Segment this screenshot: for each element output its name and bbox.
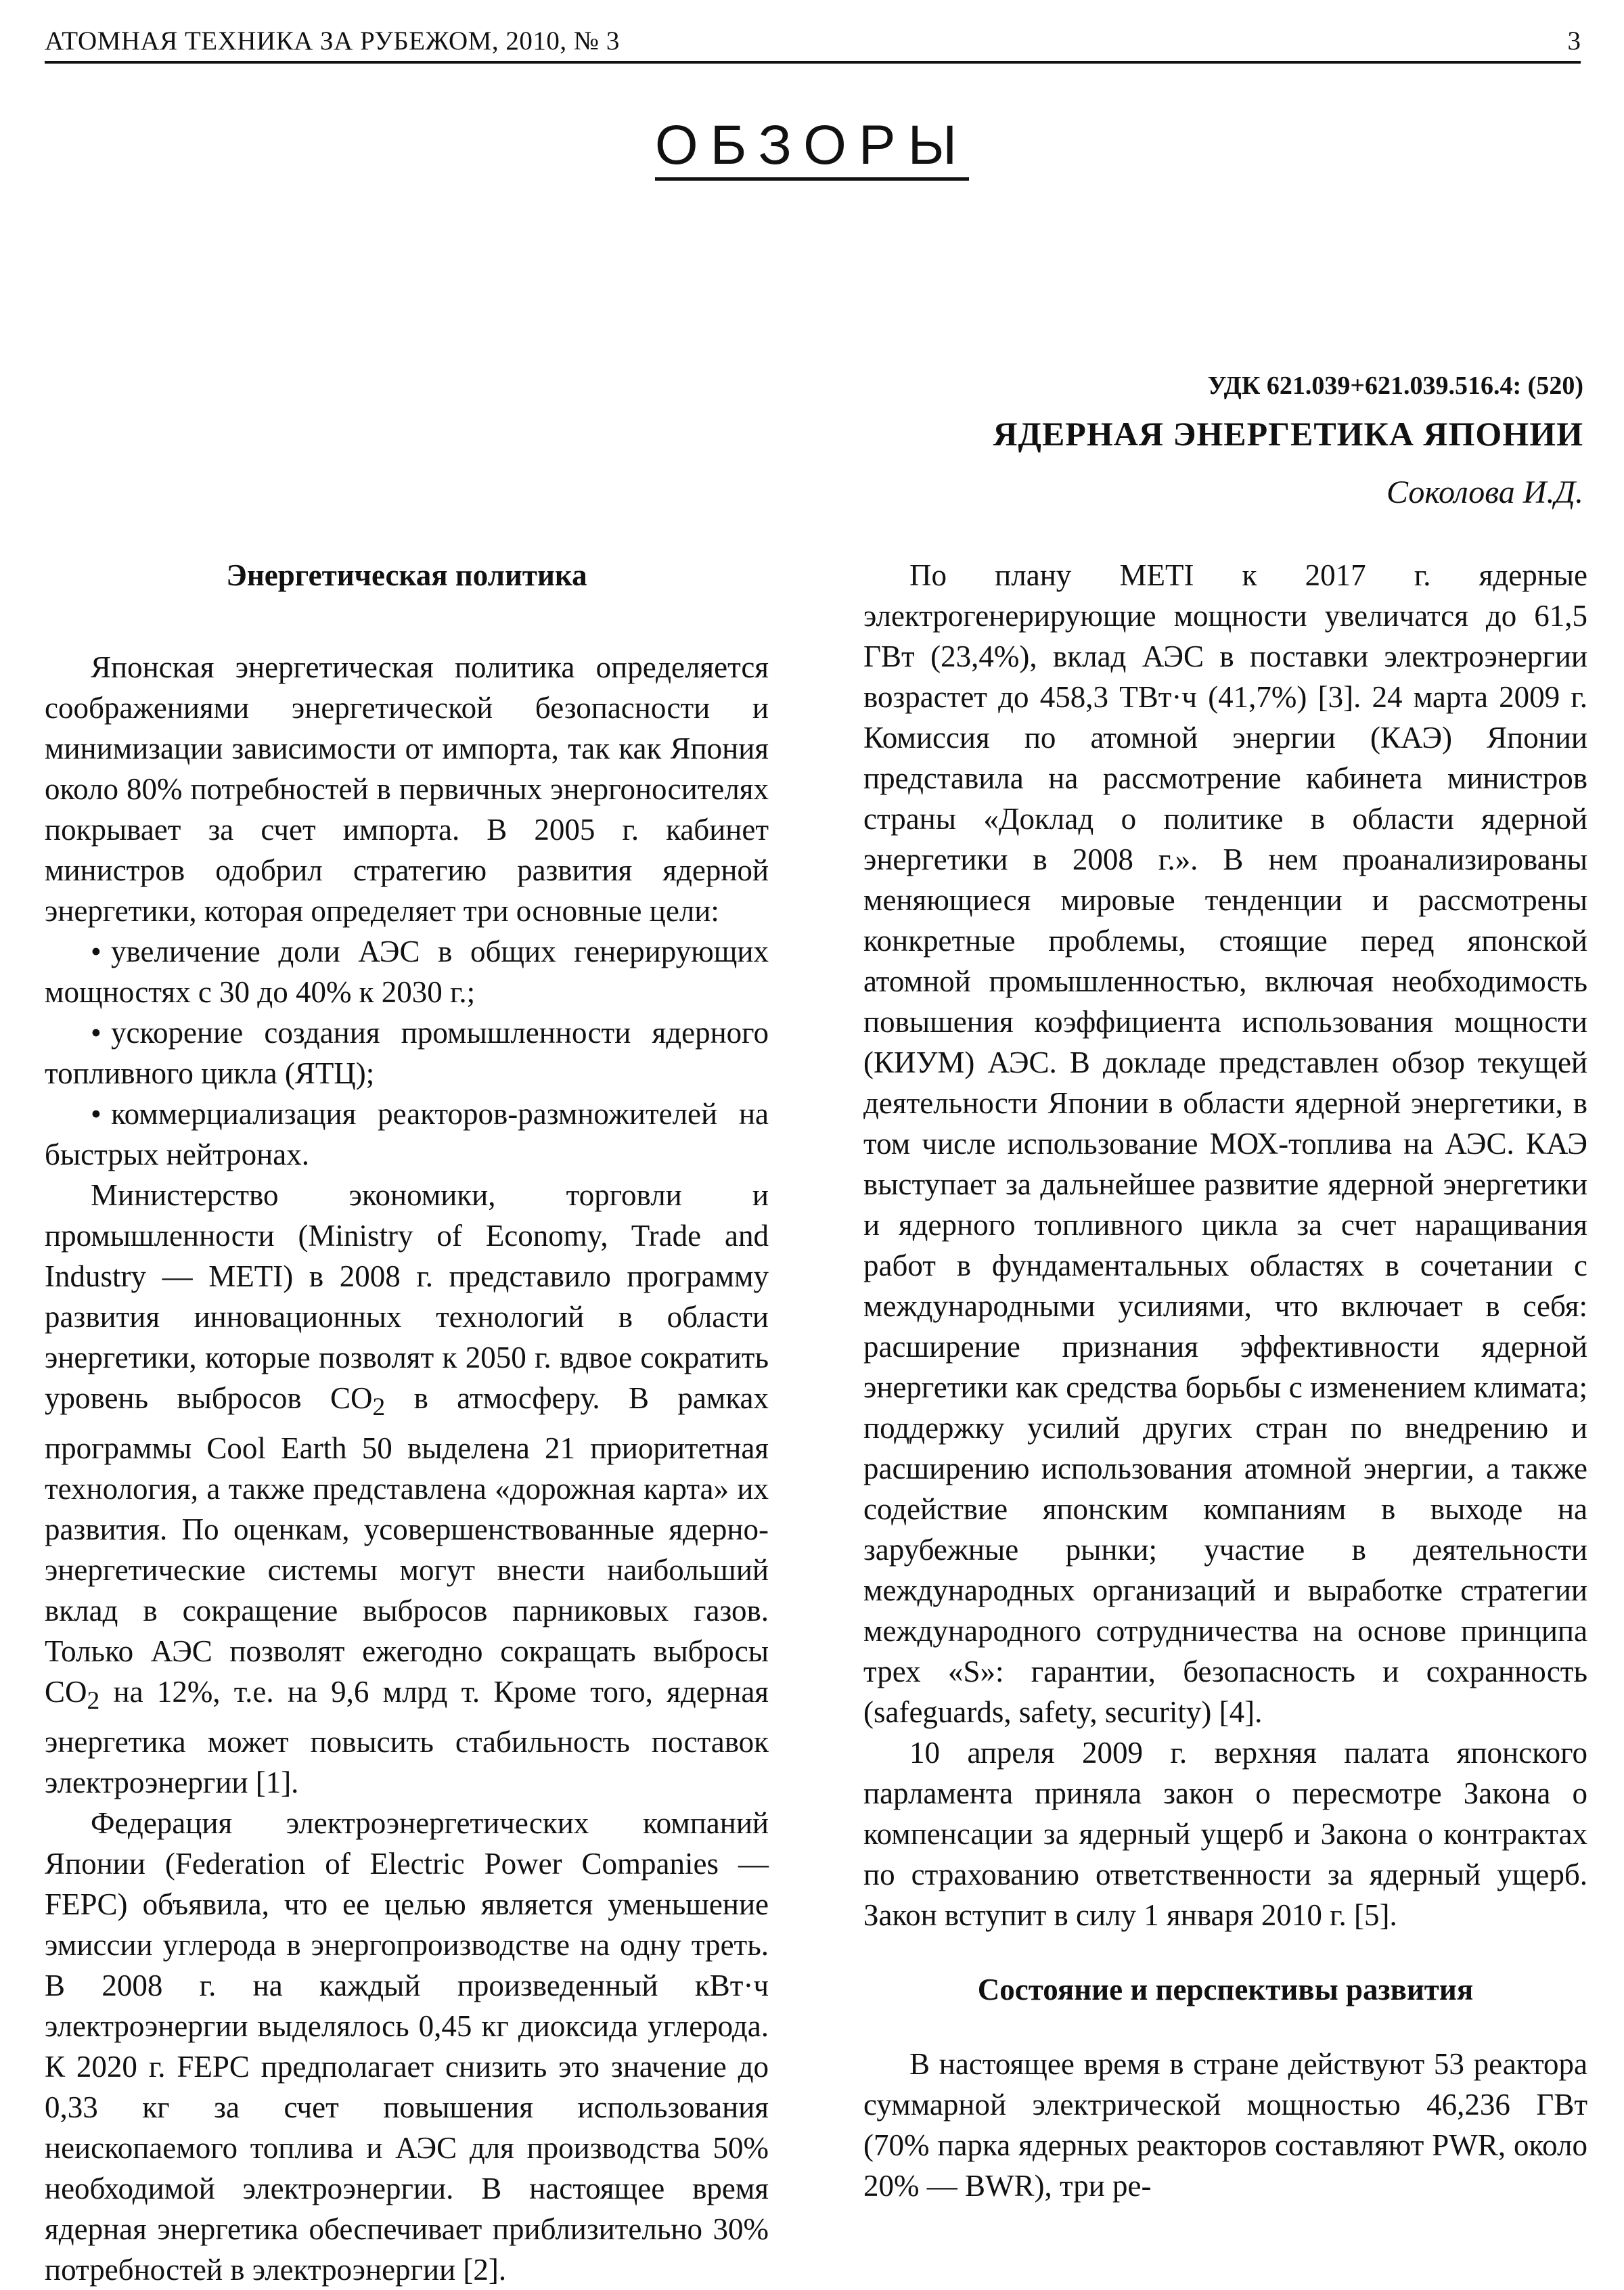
bullet-dot: • xyxy=(91,1097,102,1131)
list-item xyxy=(45,1094,769,1175)
list-item xyxy=(45,931,769,1012)
list-item xyxy=(45,1012,769,1094)
subscript: 2 xyxy=(87,1687,100,1715)
section-title xyxy=(0,114,1624,177)
heading-energy-policy: Энергетическая политика xyxy=(226,558,587,592)
list-item-text: коммерциализация реакторов-размножителей на быстрых нейтронах. xyxy=(45,1097,769,1171)
left-column xyxy=(45,555,769,2290)
bullet-dot: • xyxy=(91,1016,102,1050)
goals-list xyxy=(45,931,769,1175)
paragraph-meti xyxy=(45,1175,769,1803)
paragraph-compensation-law: 10 апреля 2009 г. верхняя палата японского парламента приняла закон о пересмотре Закона о компенсации за ядерный ущерб и Закона о контрактах по страхованию ответственности за ядерный ущерб. Закон вступит в силу 1 января 2010 г. [5]. xyxy=(863,1736,1587,1932)
paragraph-meti-plan: По плану METI к 2017 г. ядерные электрогенерирующие мощности увеличатся до 61,5 ГВт (23,4%), вклад АЭС в поставки электроэнергии возрастет до 458,3 ТВт·ч (41,7%) [3]. 24 марта 2009 г. Комиссия по атомной энергии (КАЭ) Японии представила на рассмотрение кабинета министров страны «Доклад о политике в области ядерной энергетики в 2008 г.». В нем проанализированы меняющиеся мировые тенденции и рассмотрены конкретные проблемы, стоящие перед японской атомной промышленностью, включая необходимость повышения коэффициента использования мощности (КИУМ) АЭС. В докладе представлен обзор текущей деятельности Японии в области ядерной энергетики, в том числе использование МОХ-топлива на АЭС. КАЭ выступает за дальнейшее развитие ядерной энергетики и ядерного топливного цикла за счет наращивания работ в фундаментальных областях в сочетании с международными усилиями, что включает в себя: расширение признания эффективности ядерной энергетики как средства борьбы с изменением климата; поддержку усилий других стран по внедрению и расширению использования атомной энергии, а также содействие японским компаниям в выходе на зарубежные рынки; участие в деятельности международных организаций и выработке стратегии международного сотрудничества на основе принципа трех «S»: гарантии, безопасность и сохранность (safeguards, safety, security) [4]. xyxy=(863,558,1587,1729)
text-run: на 12%, т.е. на 9,6 млрд т. Кроме того, ядерная энергетика может повысить стабильность поставок электроэнергии [1]. xyxy=(45,1675,769,1799)
text-run: в атмосферу. В рамках программы Cool Earth 50 выделена 21 приоритетная технология, а также представлена «дорожная карта» их развития. По оценкам, усовершенствованные ядерно-энергетические системы могут внести наибольший вклад в сокращение выбросов парниковых газов. Только АЭС позволят ежегодно сокращать выбросы CO xyxy=(45,1381,769,1709)
udc-code: УДК 621.039+621.039.516.4: (520) xyxy=(1207,372,1583,400)
paragraph-fepc: Федерация электроэнергетических компаний Японии (Federation of Electric Power Companies — FEPC) объявила, что ее целью является уменьшение эмиссии углерода в энергопроизводстве на одну треть. В 2008 г. на каждый произведенный кВт·ч электроэнергии выделялось 0,45 кг диоксида углерода. К 2020 г. FEPC предполагает снизить это значение до 0,33 кг за счет повышения использования неископаемого топлива и АЭС для производства 50% необходимой электроэнергии. В настоящее время ядерная энергетика обеспечивает приблизительно 30% потребностей в электроэнергии [2]. xyxy=(45,1806,769,2287)
page-number: 3 xyxy=(1567,26,1581,55)
paragraph-energy-policy-intro: Японская энергетическая политика определяется соображениями энергетической безопасности и минимизации зависимости от импорта, так как Япония около 80% потребностей в первичных энергоносителях покрывает за счет импорта. В 2005 г. кабинет министров одобрил стратегию развития ядерной энергетики, которая определяет три основные цели: xyxy=(45,650,769,928)
right-column xyxy=(863,555,1587,2206)
list-item-text: увеличение доли АЭС в общих генерирующих мощностях с 30 до 40% к 2030 г.; xyxy=(45,935,769,1009)
list-item-text: ускорение создания промышленности ядерного топливного цикла (ЯТЦ); xyxy=(45,1016,769,1090)
article-title: ЯДЕРНАЯ ЭНЕРГЕТИКА ЯПОНИИ xyxy=(993,415,1583,453)
running-header xyxy=(45,26,1581,64)
article-author: Соколова И.Д. xyxy=(1386,474,1583,510)
subscript: 2 xyxy=(372,1393,386,1421)
bullet-dot: • xyxy=(91,935,102,968)
paragraph-reactors: В настоящее время в стране действуют 53 реактора суммарной электрической мощностью 46,236 ГВт (70% парка ядерных реакторов составляют PWR, около 20% — BWR), три ре- xyxy=(863,2047,1587,2203)
text-run: Министерство экономики, торговли и промышленности (Ministry of Economy, Trade and Industry — METI) в 2008 г. представило программу развития инновационных технологий в области энергетики, которые позволят к 2050 г. вдвое сократить уровень выбросов CO xyxy=(45,1178,769,1415)
heading-state-and-prospects: Состояние и перспективы развития xyxy=(977,1973,1474,2006)
section-title-text: ОБЗОРЫ xyxy=(655,114,969,181)
journal-title: АТОМНАЯ ТЕХНИКА ЗА РУБЕЖОМ, 2010, № 3 xyxy=(45,26,620,55)
